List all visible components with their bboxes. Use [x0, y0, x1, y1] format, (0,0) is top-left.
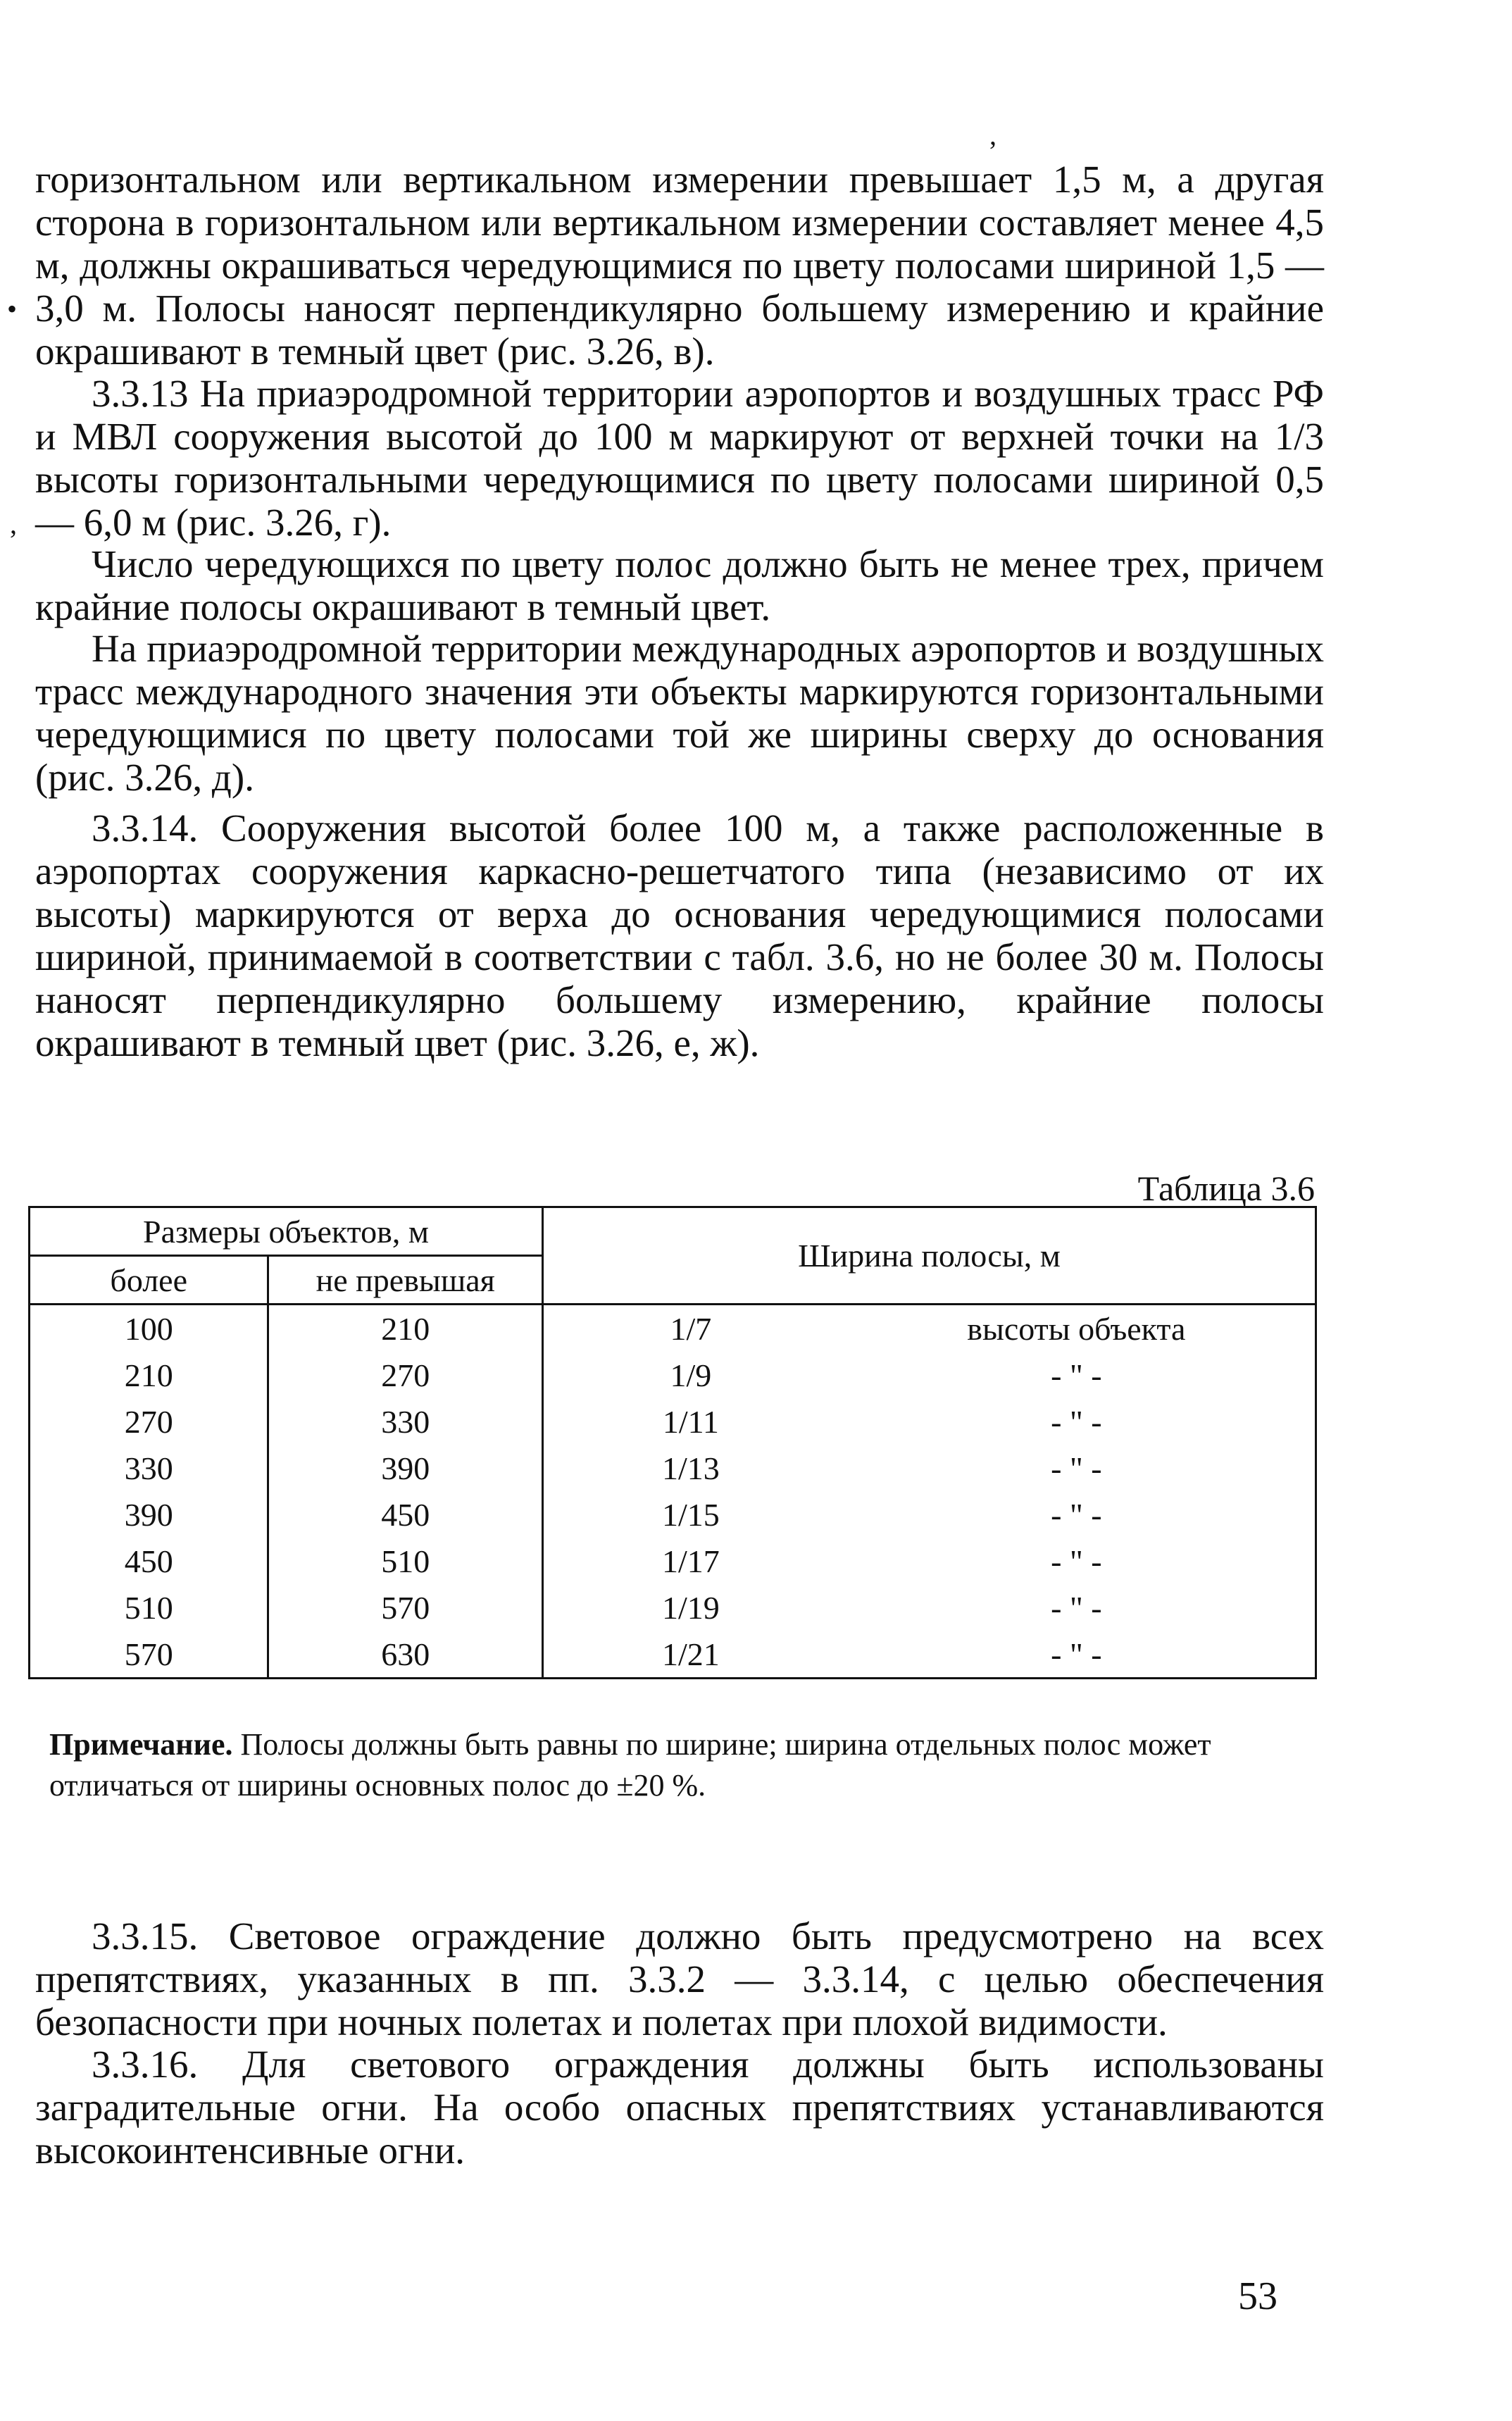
table-note [49, 1724, 1317, 1806]
cell-ratio: 1/13 [543, 1445, 838, 1491]
table-row [30, 1631, 1316, 1679]
cell-ditto: - " - [838, 1538, 1316, 1584]
cell-not-exceed: 390 [268, 1445, 543, 1491]
cell-ratio: 1/15 [543, 1491, 838, 1538]
stripe-width-table [28, 1206, 1317, 1679]
table-caption: Таблица 3.6 [1137, 1169, 1315, 1208]
paragraph-3-3-16: 3.3.16. Для светового ограждения должны быть использованы заградительные огни. На особо опасных препятствиях устанавливаются высокоинтенсивные огни. [35, 2043, 1324, 2172]
cell-ratio: 1/19 [543, 1584, 838, 1631]
cell-not-exceed: 570 [268, 1584, 543, 1631]
note-text: Полосы должны быть равны по ширине; ширина отдельных полос может отличаться от ширины основных полос до ±20 %. [49, 1727, 1211, 1803]
paragraph-3-3-15: 3.3.15. Световое ограждение должно быть предусмотрено на всех препятствиях, указанных в пп. 3.3.2 — 3.3.14, с целью обеспечения безопасности при ночных полетах и полетах при плохой видимости. [35, 1915, 1324, 2043]
table-row [30, 1584, 1316, 1631]
table-row [30, 1445, 1316, 1491]
cell-not-exceed: 630 [268, 1631, 543, 1679]
cell-more: 270 [30, 1398, 268, 1445]
cell-not-exceed: 450 [268, 1491, 543, 1538]
cell-not-exceed: 210 [268, 1305, 543, 1352]
cell-more: 570 [30, 1631, 268, 1679]
margin-mark: • [7, 293, 18, 325]
paragraph-international: На приаэродромной территории международных аэропортов и воздушных трасс международного значения эти объекты маркируются горизонтальными чередующимися по цвету полосами той же ширины сверху до основания (рис. 3.26, д). [35, 627, 1324, 799]
paragraph-3-3-13: 3.3.13 На приаэродромной территории аэропортов и воздушных трасс РФ и МВЛ сооружения высотой до 100 м маркируют от верхней точки на 1/3 высоты горизонтальными чередующимися по цвету полосами шириной 0,5 — 6,0 м (рис. 3.26, г). [35, 372, 1324, 544]
cell-not-exceed: 330 [268, 1398, 543, 1445]
cell-ditto: - " - [838, 1491, 1316, 1538]
cell-ratio: 1/7 [543, 1305, 838, 1352]
cell-ratio: 1/21 [543, 1631, 838, 1679]
cell-ratio: 1/9 [543, 1352, 838, 1398]
cell-more: 450 [30, 1538, 268, 1584]
cell-ditto: - " - [838, 1352, 1316, 1398]
paragraph-continuation: горизонтальном или вертикальном измерении превышает 1,5 м, а другая сторона в горизонтальном или вертикальном измерении составляет менее 4,5 м, должны окрашиваться чередующимися по цвету полосами шириной 1,5 — 3,0 м. Полосы наносят перпендикулярно большему измерению и крайние окрашивают в темный цвет (рис. 3.26, в). [35, 158, 1324, 373]
cell-of-height: высоты объекта [838, 1305, 1316, 1352]
table-row [30, 1352, 1316, 1398]
cell-ratio: 1/17 [543, 1538, 838, 1584]
cell-more: 390 [30, 1491, 268, 1538]
table-row [30, 1491, 1316, 1538]
cell-ditto: - " - [838, 1398, 1316, 1445]
header-not-exceed: не превышая [268, 1256, 543, 1305]
cell-more: 510 [30, 1584, 268, 1631]
page-number: 53 [1238, 2274, 1277, 2318]
paragraph-stripes-count: Число чередующихся по цвету полос должно быть не менее трех, причем крайние полосы окрашивают в темный цвет. [35, 542, 1324, 628]
table-row [30, 1305, 1316, 1352]
cell-not-exceed: 510 [268, 1538, 543, 1584]
cell-ditto: - " - [838, 1584, 1316, 1631]
header-object-sizes: Размеры объектов, м [30, 1207, 543, 1256]
header-more: более [30, 1256, 268, 1305]
header-stripe-width: Ширина полосы, м [543, 1207, 1316, 1305]
cell-more: 100 [30, 1305, 268, 1352]
paragraph-3-3-14: 3.3.14. Сооружения высотой более 100 м, а также расположенные в аэропортах сооружения каркасно-решетчатого типа (независимо от их высоты) маркируются от верха до основания чередующимися полосами шириной, принимаемой в соответствии с табл. 3.6, но не более 30 м. Полосы наносят перпендикулярно большему измерению, крайние полосы окрашивают в темный цвет (рис. 3.26, е, ж). [35, 807, 1324, 1064]
cell-ratio: 1/11 [543, 1398, 838, 1445]
cell-ditto: - " - [838, 1445, 1316, 1491]
cell-not-exceed: 270 [268, 1352, 543, 1398]
margin-mark: , [10, 508, 17, 540]
note-label: Примечание. [49, 1727, 233, 1762]
table-header-row [30, 1207, 1316, 1256]
cell-more: 330 [30, 1445, 268, 1491]
table-row [30, 1398, 1316, 1445]
table-row [30, 1538, 1316, 1584]
cell-ditto: - " - [838, 1631, 1316, 1679]
cell-more: 210 [30, 1352, 268, 1398]
margin-mark: , [989, 119, 996, 151]
